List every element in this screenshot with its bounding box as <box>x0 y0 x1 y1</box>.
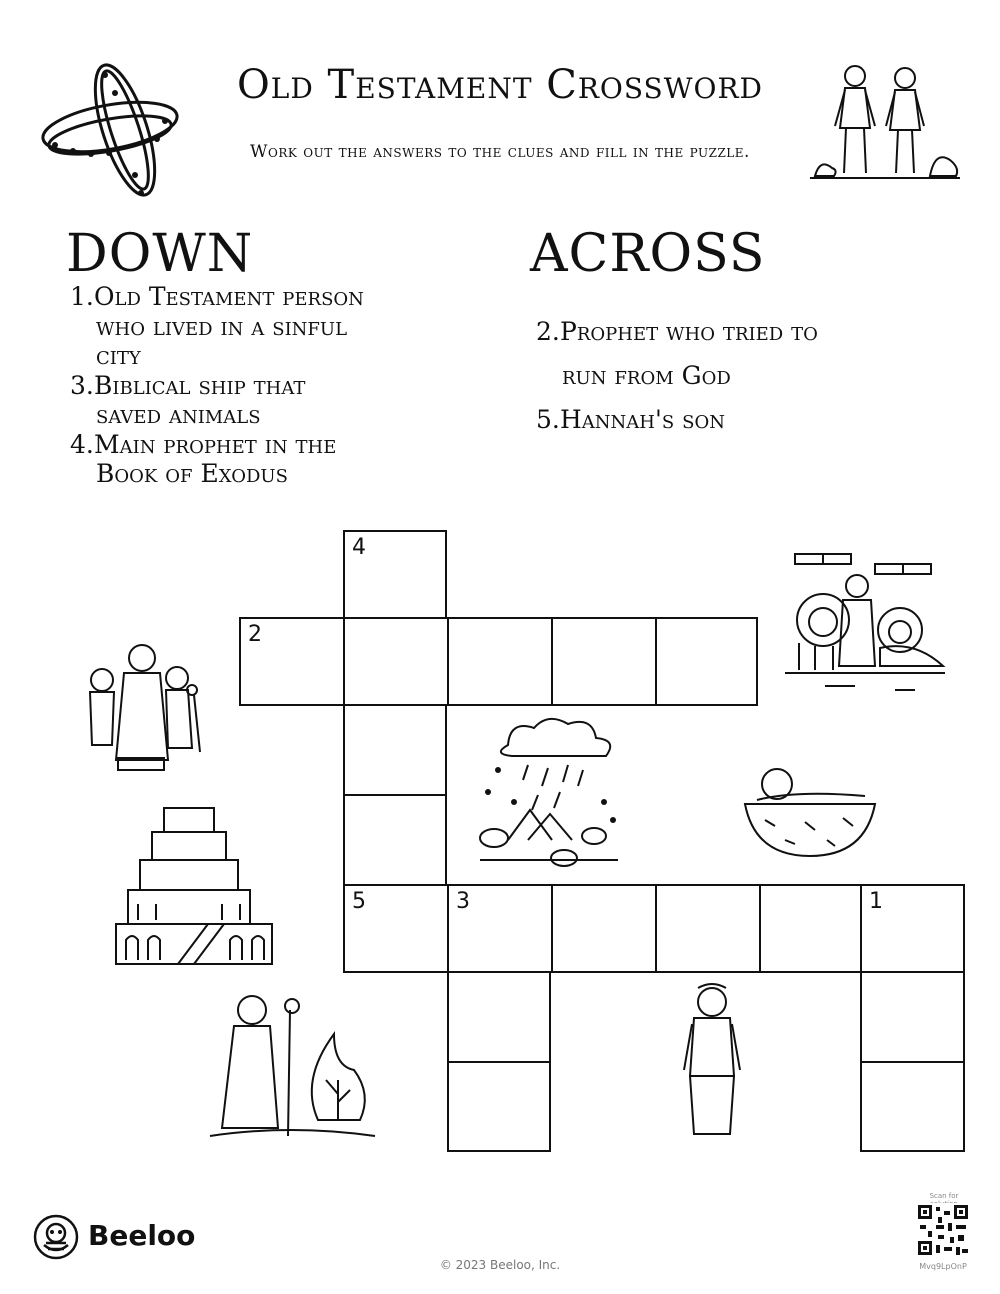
clue-text: Hannah's son <box>560 405 725 434</box>
qr-code-label: Mvq9LpOnP <box>919 1262 967 1271</box>
copyright: © 2023 Beeloo, Inc. <box>439 1258 561 1272</box>
clue-text: Biblical ship that <box>94 370 306 400</box>
crossword-cell[interactable] <box>860 884 965 973</box>
adam-and-eve-icon <box>810 58 960 186</box>
bee-logo-icon <box>32 1213 80 1261</box>
down-clues <box>70 282 470 489</box>
rings-icon <box>35 55 185 205</box>
crossword-cell[interactable] <box>860 971 965 1063</box>
crossword-cell[interactable] <box>655 617 758 706</box>
daniel-lions-icon <box>785 548 950 698</box>
down-heading: DOWN <box>66 224 254 284</box>
clue-text: Old Testament person <box>94 282 364 311</box>
baby-moses-basket-icon <box>735 760 885 860</box>
down-clue-4 <box>70 430 470 489</box>
clue-text: Book of Exodus <box>96 459 288 488</box>
clue-text: who lived in a sinful <box>96 311 348 341</box>
crossword-cell[interactable] <box>343 884 449 973</box>
elders-icon <box>82 640 207 772</box>
across-clue-2 <box>536 310 956 398</box>
across-heading: ACROSS <box>530 224 766 284</box>
brand-name: Beeloo <box>88 1219 196 1252</box>
crossword-cell[interactable] <box>551 884 657 973</box>
clue-text: city <box>96 341 141 370</box>
down-clue-3 <box>70 371 470 430</box>
cell-number: 4 <box>352 535 366 560</box>
cell-number: 1 <box>869 889 883 914</box>
woman-figure-icon <box>680 980 744 1142</box>
crossword-cell[interactable] <box>447 1061 551 1152</box>
crossword-cell[interactable] <box>447 971 551 1063</box>
crossword-cell[interactable] <box>551 617 657 706</box>
qr-code-icon[interactable] <box>916 1203 970 1257</box>
page-subtitle: Work out the answers to the clues and fill in the puzzle. <box>250 142 750 162</box>
clue-number: 1. <box>70 282 94 311</box>
clue-number: 4. <box>70 429 94 459</box>
clue-number: 2. <box>536 317 560 346</box>
cell-number: 2 <box>248 622 262 647</box>
crossword-cell[interactable] <box>860 1061 965 1152</box>
clue-number: 3. <box>70 370 94 400</box>
plagues-icon <box>468 710 628 868</box>
crossword-cell[interactable] <box>447 617 553 706</box>
clue-text: saved animals <box>96 400 261 429</box>
crossword-cell[interactable] <box>343 704 447 796</box>
moses-burning-bush-icon <box>210 990 375 1140</box>
tower-of-babel-icon <box>108 800 280 968</box>
clue-text: Prophet who tried to <box>560 317 818 346</box>
crossword-cell[interactable] <box>239 617 345 706</box>
cell-number: 5 <box>352 889 366 914</box>
across-clue-5 <box>536 398 956 442</box>
crossword-cell[interactable] <box>655 884 761 973</box>
clue-number: 5. <box>536 405 560 434</box>
clue-text: run from God <box>562 361 731 390</box>
crossword-cell[interactable] <box>343 530 447 619</box>
cell-number: 3 <box>456 889 470 914</box>
across-clues <box>536 310 956 442</box>
qr-caption: Scan for <box>929 1192 959 1200</box>
crossword-cell[interactable] <box>447 884 553 973</box>
down-clue-1 <box>70 282 470 371</box>
crossword-cell[interactable] <box>759 884 862 973</box>
crossword-cell[interactable] <box>343 617 449 706</box>
clue-text: Main prophet in the <box>94 429 337 459</box>
page-title: Old Testament Crossword <box>237 62 763 108</box>
crossword-cell[interactable] <box>343 794 447 886</box>
